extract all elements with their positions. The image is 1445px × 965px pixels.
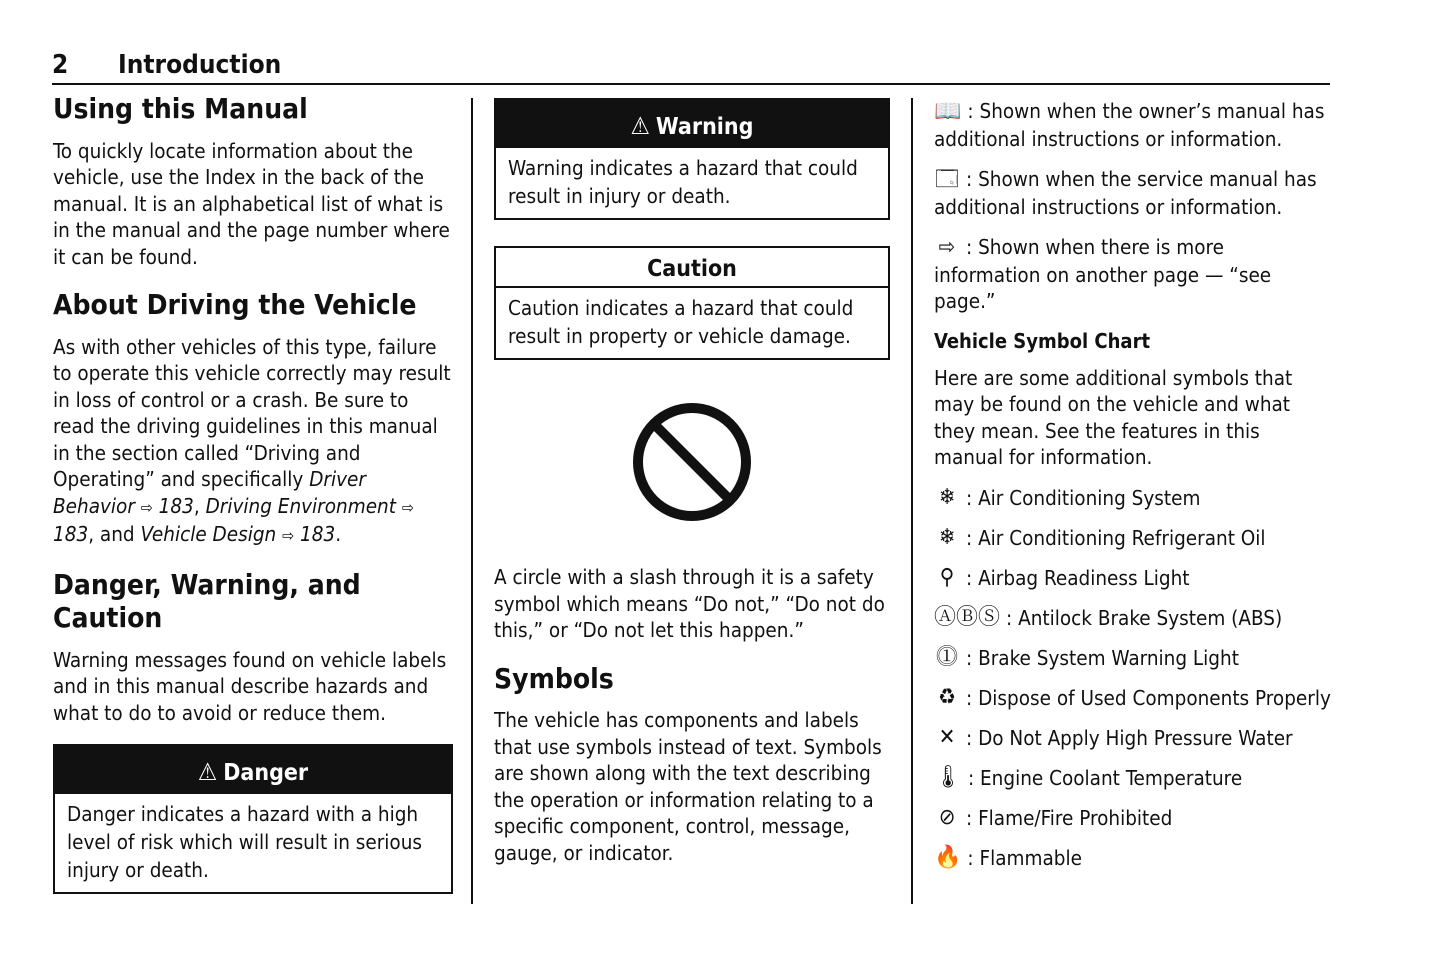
dispose-icon: ♻: [938, 684, 956, 710]
no-pressure-water-icon: ✕: [938, 724, 956, 750]
symbol-row: [934, 605, 1334, 631]
danger-warning-paragraph: Warning messages found on vehicle labels and in this manual describe hazards and what to do to avoid or reduce them.: [53, 647, 447, 725]
symbol-label: : Air Conditioning System: [966, 485, 1201, 510]
symbol-row: [934, 485, 1334, 511]
symbol-row: [934, 845, 1334, 871]
symbol-row: [934, 685, 1334, 711]
symbol-label: : Airbag Readiness Light: [966, 565, 1190, 590]
symbol-label: : Flame/Fire Prohibited: [966, 805, 1173, 830]
caution-text: Caution indicates a hazard that could result in property or vehicle damage.: [508, 296, 854, 348]
warning-triangle-icon: ⚠: [197, 758, 218, 787]
refrigerant-oil-icon: ❄: [938, 524, 956, 550]
brake-warning-icon: ⓵: [935, 644, 958, 670]
caution-box: [494, 246, 890, 360]
right-column: [934, 98, 1334, 885]
using-manual-paragraph: To quickly locate information about the vehicle, use the Index in the back of the manual. It is an alphabetical list of what is in the manual and the page number where it can be found.: [53, 138, 450, 269]
heading-danger-warning-caution: Danger, Warning, and Caution: [53, 567, 361, 635]
ref-driving-environment-page[interactable]: 183: [53, 522, 89, 547]
symbol-list: [934, 485, 1334, 871]
warning-header: ⚠ Warning: [496, 100, 888, 148]
arrow-right-icon: ⇨: [938, 235, 956, 260]
page-number: 2: [52, 50, 69, 80]
symbol-row: [934, 765, 1334, 791]
safety-symbol-paragraph: A circle with a slash through it is a safety symbol which means “Do not,” “Do not do this,” or “Do not let this happen.”: [494, 565, 885, 642]
ref-driver-behavior[interactable]: Driver Behavior: [53, 467, 366, 518]
warning-text: Warning indicates a hazard that could result in injury or death.: [508, 156, 858, 208]
symbol-label: : Brake System Warning Light: [966, 645, 1239, 670]
no-flame-icon: ⊘: [938, 804, 956, 830]
arrow-right-icon: ⇨: [282, 526, 295, 546]
left-column: [53, 92, 453, 920]
symbol-label: : Engine Coolant Temperature: [967, 765, 1243, 790]
heading-using-manual: Using this Manual: [53, 92, 308, 125]
heading-symbols: Symbols: [494, 661, 614, 695]
danger-box: [53, 744, 453, 894]
caution-header: Caution: [496, 248, 888, 288]
danger-text: Danger indicates a hazard with a high level of risk which will result in serious injury or death.: [67, 802, 422, 883]
symbol-label: : Antilock Brake System (ABS): [1006, 605, 1283, 630]
arrow-right-icon: ⇨: [401, 497, 414, 517]
abs-icon: ⒶⒷⓈ: [934, 604, 1001, 630]
owner-manual-note: 📖 : Shown when the owner’s manual has additional instructions or information.: [934, 99, 1325, 151]
prohibition-icon: [630, 400, 754, 524]
middle-column: [494, 98, 890, 866]
ref-vehicle-design[interactable]: Vehicle Design: [140, 522, 277, 547]
header-rule: [52, 83, 1330, 85]
heading-about-driving: About Driving the Vehicle: [53, 288, 417, 322]
airbag-icon: ⚲: [939, 564, 955, 590]
symbol-row: [934, 645, 1334, 671]
ref-driver-behavior-page[interactable]: 183: [158, 493, 194, 518]
see-page-note: ⇨ : Shown when there is more information on another page — “see page.”: [934, 235, 1272, 313]
flammable-icon: 🔥: [934, 844, 962, 870]
symbol-label: : Dispose of Used Components Properly: [966, 685, 1331, 710]
column-divider-right: [911, 98, 913, 904]
ref-vehicle-design-page[interactable]: 183: [300, 522, 336, 547]
symbols-paragraph: The vehicle has components and labels that use symbols instead of text. Symbols are shown along with the text describing the operation or information relating to a specific component, control, message, gauge, or indicator.: [494, 708, 882, 865]
symbol-label: : Flammable: [967, 845, 1082, 870]
vehicle-symbol-chart-intro: Here are some additional symbols that may be found on the vehicle and what they mean. See the features in this manual for information.: [934, 365, 1293, 469]
warning-triangle-icon: ⚠: [630, 112, 650, 140]
arrow-right-icon: ⇨: [140, 497, 153, 517]
service-manual-note: 🗔 : Shown when the service manual has additional instructions or information.: [934, 167, 1317, 219]
ref-driving-environment[interactable]: Driving Environment: [205, 493, 396, 518]
symbol-label: : Do Not Apply High Pressure Water: [966, 725, 1293, 750]
coolant-temp-icon: 🌡: [934, 764, 962, 790]
symbol-label: : Air Conditioning Refrigerant Oil: [966, 525, 1266, 550]
snowflake-icon: ❄: [938, 484, 956, 510]
book-icon: 📖: [934, 99, 962, 124]
service-manual-icon: 🗔: [935, 167, 959, 192]
warning-box: [494, 98, 890, 220]
symbol-row: [934, 525, 1334, 551]
section-title: Introduction: [118, 50, 282, 80]
vehicle-symbol-chart-title: Vehicle Symbol Chart: [934, 328, 1151, 353]
about-driving-paragraph: As with other vehicles of this type, failure to operate this vehicle correctly may result in loss of control or a crash. Be sure to read the driving guidelines in this manual in the section called “Driving and Operating” and specifically Driver Behavior ⇨ 183, Driving Environment ⇨ 183, and Vehicle Design ⇨ 183.: [53, 334, 451, 547]
symbol-row: [934, 565, 1334, 591]
symbol-row: [934, 805, 1334, 831]
symbol-row: [934, 725, 1334, 751]
column-divider-left: [471, 98, 473, 904]
danger-header: ⚠ Danger: [55, 746, 451, 794]
